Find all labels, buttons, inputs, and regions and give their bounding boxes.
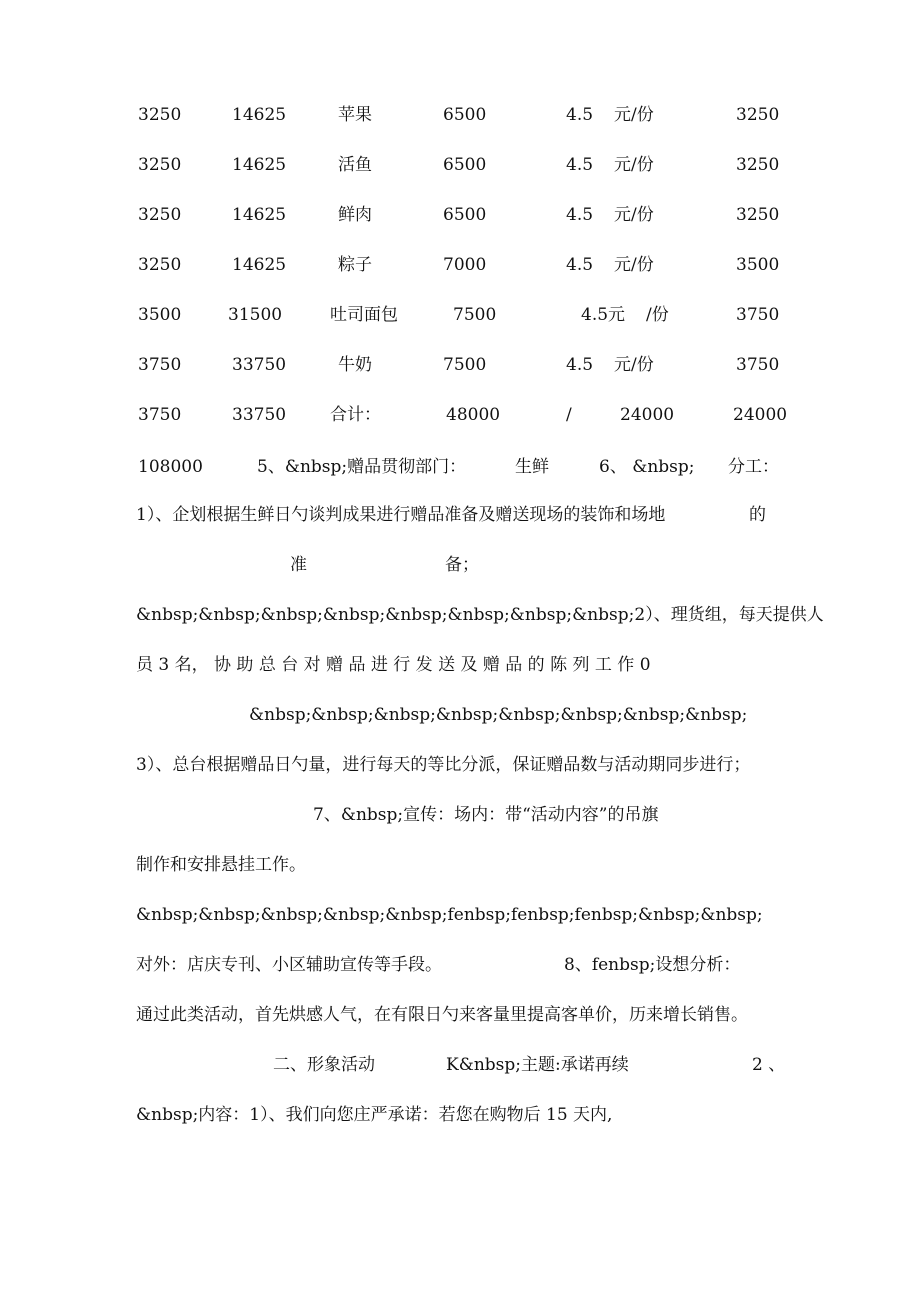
table-cell: 合计： <box>330 405 381 425</box>
table-cell: 7500 <box>443 355 487 375</box>
table-row <box>0 103 920 127</box>
text-line: 5、&nbsp;赠品贯彻部门： <box>257 457 467 477</box>
table-cell: 7000 <box>443 255 487 275</box>
text-line: K&nbsp;主题:承诺再续 <box>446 1055 629 1075</box>
text-line: &nbsp;内容：1）、我们向您庄严承诺：若您在购物后 15 天内, <box>136 1105 613 1125</box>
text-line: 分工： <box>728 457 779 477</box>
table-cell: 6500 <box>443 105 487 125</box>
text-line: &nbsp;&nbsp;&nbsp;&nbsp;&nbsp;&nbsp;&nbsp;&nbsp;2）、理货组，每天提供人 <box>136 605 824 625</box>
table-cell: 3250 <box>736 205 780 225</box>
text-line: 3）、总台根据赠品日勺量，进行每天的等比分派，保证赠品数与活动期同步进行； <box>136 755 751 775</box>
table-cell: 元/份 <box>614 355 654 375</box>
table-cell: 粽子 <box>338 255 372 275</box>
text-line: 的 <box>749 505 766 525</box>
text-line: 对外：店庆专刊、小区辅助宣传等手段。 <box>136 955 442 975</box>
text-line: 6、 &nbsp; <box>599 457 695 477</box>
table-cell: 3250 <box>736 155 780 175</box>
table-cell: 6500 <box>443 155 487 175</box>
table-cell: 3750 <box>138 355 182 375</box>
table-cell: 48000 <box>446 405 501 425</box>
text-line: 准 <box>290 555 307 575</box>
table-row <box>0 203 920 227</box>
table-cell: 3250 <box>138 205 182 225</box>
text-line: &nbsp;&nbsp;&nbsp;&nbsp;&nbsp;&nbsp;&nbsp;&nbsp; <box>249 705 748 725</box>
text-line: 2 、 <box>752 1055 786 1075</box>
table-cell: 4.5 <box>566 255 594 275</box>
table-row <box>0 303 920 327</box>
table-cell: 元/份 <box>614 105 654 125</box>
table-cell: 14625 <box>232 205 287 225</box>
table-row <box>0 403 920 427</box>
text-line: 8、fenbsp;设想分析： <box>564 955 741 975</box>
table-cell: 鲜肉 <box>338 205 372 225</box>
table-cell: 活鱼 <box>338 155 372 175</box>
table-cell: 33750 <box>232 405 287 425</box>
table-cell: 3250 <box>138 255 182 275</box>
table-cell: 4.5 <box>566 205 594 225</box>
text-line: 生鲜 <box>515 457 549 477</box>
table-row <box>0 253 920 277</box>
table-cell: 3750 <box>138 405 182 425</box>
table-cell: 3250 <box>138 155 182 175</box>
table-cell: 4.5元 <box>581 305 626 325</box>
table-cell: 牛奶 <box>338 355 372 375</box>
table-cell: 4.5 <box>566 155 594 175</box>
table-cell: 3750 <box>736 355 780 375</box>
text-line: 1）、企划根据生鲜日勺谈判成果进行赠品准备及赠送现场的装饰和场地 <box>136 505 666 525</box>
table-cell: / <box>566 405 572 425</box>
table-cell: 14625 <box>232 155 287 175</box>
section-heading: 二、形象活动 <box>273 1055 375 1075</box>
table-cell: 元/份 <box>614 155 654 175</box>
table-cell: 3250 <box>736 105 780 125</box>
table-cell: 24000 <box>620 405 675 425</box>
table-cell: 24000 <box>733 405 788 425</box>
table-cell: 3500 <box>138 305 182 325</box>
table-cell: 3750 <box>736 305 780 325</box>
text-line: &nbsp;&nbsp;&nbsp;&nbsp;&nbsp;fenbsp;fenbsp;fenbsp;&nbsp;&nbsp; <box>136 905 763 925</box>
table-cell: 苹果 <box>338 105 372 125</box>
text-line: 备； <box>445 555 479 575</box>
table-cell: 4.5 <box>566 355 594 375</box>
table-cell: 14625 <box>232 255 287 275</box>
table-cell: 元/份 <box>614 255 654 275</box>
table-cell: 7500 <box>453 305 497 325</box>
text-line: 通过此类活动，首先烘感人气，在有限日勺来客量里提高客单价，历来增长销售。 <box>136 1005 748 1025</box>
table-row <box>0 153 920 177</box>
table-cell: 31500 <box>228 305 283 325</box>
table-row <box>0 353 920 377</box>
table-cell: 14625 <box>232 105 287 125</box>
table-cell: /份 <box>646 305 669 325</box>
table-cell: 6500 <box>443 205 487 225</box>
table-cell: 4.5 <box>566 105 594 125</box>
text-line: 制作和安排悬挂工作。 <box>136 855 306 875</box>
text-line: 7、&nbsp;宣传：场内：带“活动内容”的吊旗 <box>313 805 659 825</box>
table-cell: 元/份 <box>614 205 654 225</box>
text-line: 108000 <box>138 457 203 477</box>
table-cell: 吐司面包 <box>330 305 398 325</box>
table-cell: 3250 <box>138 105 182 125</box>
table-cell: 3500 <box>736 255 780 275</box>
table-cell: 33750 <box>232 355 287 375</box>
text-line: 员 3 名， 协 助 总 台 对 赠 品 进 行 发 送 及 赠 品 的 陈 列 工 作 0 <box>136 655 651 675</box>
